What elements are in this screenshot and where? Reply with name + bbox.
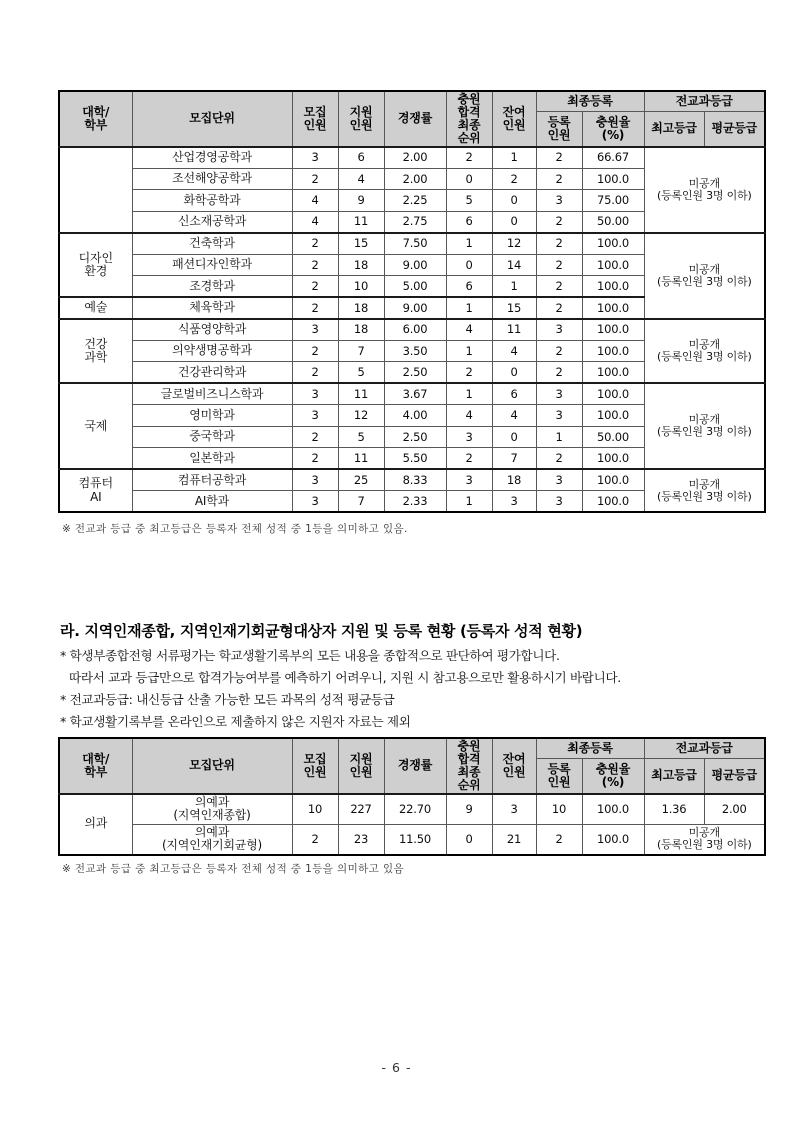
undisclosed-title: 미공개 xyxy=(688,176,720,190)
cell-unit: 화학공학과 xyxy=(132,190,292,212)
undisclosed-title: 미공개 xyxy=(688,825,720,839)
cell-unit: 식품영양학과 xyxy=(132,319,292,341)
cell-ratio: 6.00 xyxy=(384,319,446,341)
undisclosed-reason: (등록인원 3명 이하) xyxy=(656,188,752,202)
header-college: 대학/ 학부 xyxy=(59,91,132,147)
cell-unit: 의예과 (지역인재종합) xyxy=(132,794,292,824)
cell-college: 국제 xyxy=(59,383,132,469)
header-applicants: 지원 인원 xyxy=(338,738,384,794)
cell-quota: 3 xyxy=(292,405,338,427)
cell-reg-count: 10 xyxy=(536,794,582,824)
cell-unit: 의약생명공학과 xyxy=(132,340,292,362)
header-quota: 모집 인원 xyxy=(292,738,338,794)
header-final-registration: 최종등록 xyxy=(536,738,644,758)
cell-fill-rate: 100.0 xyxy=(582,254,644,276)
cell-reg-count: 2 xyxy=(536,211,582,233)
cell-reg-count: 2 xyxy=(536,233,582,255)
cell-quota: 2 xyxy=(292,254,338,276)
cell-unit: 영미학과 xyxy=(132,405,292,427)
cell-remaining: 1 xyxy=(492,276,536,298)
cell-quota: 2 xyxy=(292,824,338,854)
cell-reg-count: 3 xyxy=(536,190,582,212)
cell-ratio: 8.33 xyxy=(384,469,446,491)
cell-remaining: 2 xyxy=(492,168,536,190)
cell-applicants: 11 xyxy=(338,448,384,470)
cell-waitlist-rank: 0 xyxy=(446,168,492,190)
cell-unit: 체육학과 xyxy=(132,297,292,319)
cell-quota: 2 xyxy=(292,276,338,298)
header-remaining: 잔여 인원 xyxy=(492,91,536,147)
admissions-table-1 xyxy=(58,90,766,513)
cell-fill-rate: 100.0 xyxy=(582,319,644,341)
cell-applicants: 18 xyxy=(338,297,384,319)
cell-unit: AI학과 xyxy=(132,491,292,513)
cell-fill-rate: 100.0 xyxy=(582,794,644,824)
cell-waitlist-rank: 1 xyxy=(446,383,492,405)
cell-quota: 10 xyxy=(292,794,338,824)
cell-unit: 신소재공학과 xyxy=(132,211,292,233)
header-reg-count: 등록 인원 xyxy=(536,758,582,793)
cell-waitlist-rank: 9 xyxy=(446,794,492,824)
cell-fill-rate: 100.0 xyxy=(582,824,644,854)
cell-reg-count: 2 xyxy=(536,362,582,384)
cell-remaining: 7 xyxy=(492,448,536,470)
cell-applicants: 6 xyxy=(338,147,384,169)
note-line: * 학생부종합전형 서류평가는 학교생활기록부의 모든 내용을 종합적으로 판단하여 평가합니다. xyxy=(60,648,560,663)
table-2-header xyxy=(59,738,765,794)
cell-waitlist-rank: 2 xyxy=(446,362,492,384)
cell-waitlist-rank: 3 xyxy=(446,469,492,491)
cell-remaining: 15 xyxy=(492,297,536,319)
cell-remaining: 3 xyxy=(492,491,536,513)
undisclosed-reason: (등록인원 3명 이하) xyxy=(656,489,752,503)
cell-reg-count: 2 xyxy=(536,340,582,362)
header-avg-grade: 평균등급 xyxy=(704,758,765,793)
undisclosed-reason: (등록인원 3명 이하) xyxy=(656,425,752,439)
section-heading: 라. 지역인재종합, 지역인재기회균형대상자 지원 및 등록 현황 (등록자 성적 현황) xyxy=(60,622,583,640)
cell-applicants: 18 xyxy=(338,319,384,341)
header-best-grade: 최고등급 xyxy=(644,111,704,146)
header-grades-group: 전교과등급 xyxy=(644,91,765,111)
table-row xyxy=(59,469,765,491)
cell-applicants: 25 xyxy=(338,469,384,491)
cell-remaining: 18 xyxy=(492,469,536,491)
cell-ratio: 2.50 xyxy=(384,426,446,448)
cell-waitlist-rank: 1 xyxy=(446,297,492,319)
header-ratio: 경쟁률 xyxy=(384,738,446,794)
cell-avg-grade: 2.00 xyxy=(704,794,765,824)
admissions-table-2 xyxy=(58,737,766,856)
cell-waitlist-rank: 6 xyxy=(446,276,492,298)
cell-fill-rate: 50.00 xyxy=(582,211,644,233)
cell-unit: 글로벌비즈니스학과 xyxy=(132,383,292,405)
cell-reg-count: 2 xyxy=(536,147,582,169)
undisclosed-title: 미공개 xyxy=(688,477,720,491)
cell-grades-undisclosed xyxy=(644,824,765,854)
table-2-footnote: ※ 전교과 등급 중 최고등급은 등록자 전체 성적 중 1등을 의미하고 있음 xyxy=(62,863,405,875)
cell-ratio: 3.67 xyxy=(384,383,446,405)
table-row xyxy=(59,794,765,824)
cell-remaining: 0 xyxy=(492,211,536,233)
cell-ratio: 2.00 xyxy=(384,168,446,190)
cell-remaining: 21 xyxy=(492,824,536,854)
cell-unit: 건축학과 xyxy=(132,233,292,255)
cell-quota: 2 xyxy=(292,168,338,190)
cell-remaining: 14 xyxy=(492,254,536,276)
note-line: 따라서 교과 등급만으로 합격가능여부를 예측하기 어려우니, 지원 시 참고용으로만 활용하시기 바랍니다. xyxy=(69,670,621,686)
cell-fill-rate: 100.0 xyxy=(582,405,644,427)
cell-quota: 4 xyxy=(292,190,338,212)
cell-remaining: 3 xyxy=(492,794,536,824)
header-quota: 모집 인원 xyxy=(292,91,338,147)
cell-reg-count: 2 xyxy=(536,254,582,276)
cell-unit: 건강관리학과 xyxy=(132,362,292,384)
cell-waitlist-rank: 2 xyxy=(446,147,492,169)
cell-waitlist-rank: 4 xyxy=(446,405,492,427)
cell-unit: 조선해양공학과 xyxy=(132,168,292,190)
cell-waitlist-rank: 4 xyxy=(446,319,492,341)
cell-applicants: 9 xyxy=(338,190,384,212)
cell-college: 건강 과학 xyxy=(59,319,132,384)
cell-ratio: 7.50 xyxy=(384,233,446,255)
cell-quota: 3 xyxy=(292,147,338,169)
cell-waitlist-rank: 2 xyxy=(446,448,492,470)
cell-ratio: 11.50 xyxy=(384,824,446,854)
cell-waitlist-rank: 0 xyxy=(446,824,492,854)
header-ratio: 경쟁률 xyxy=(384,91,446,147)
cell-college: 예술 xyxy=(59,297,132,319)
cell-ratio: 2.50 xyxy=(384,362,446,384)
cell-remaining: 11 xyxy=(492,319,536,341)
header-waitlist-rank: 충원 합격 최종 순위 xyxy=(446,91,492,147)
cell-fill-rate: 100.0 xyxy=(582,469,644,491)
undisclosed-title: 미공개 xyxy=(688,262,720,276)
cell-college: 디자인 환경 xyxy=(59,233,132,298)
cell-remaining: 0 xyxy=(492,190,536,212)
table-row xyxy=(59,824,765,854)
cell-applicants: 5 xyxy=(338,426,384,448)
header-final-registration: 최종등록 xyxy=(536,91,644,111)
cell-ratio: 2.00 xyxy=(384,147,446,169)
cell-grades-undisclosed xyxy=(644,147,765,233)
cell-quota: 4 xyxy=(292,211,338,233)
undisclosed-reason: (등록인원 3명 이하) xyxy=(656,274,752,288)
cell-reg-count: 3 xyxy=(536,383,582,405)
cell-grades-undisclosed xyxy=(644,319,765,384)
cell-waitlist-rank: 0 xyxy=(446,254,492,276)
cell-reg-count: 2 xyxy=(536,448,582,470)
cell-quota: 2 xyxy=(292,448,338,470)
cell-remaining: 6 xyxy=(492,383,536,405)
cell-fill-rate: 66.67 xyxy=(582,147,644,169)
note-line: * 전교과등급: 내신등급 산출 가능한 모든 과목의 성적 평균등급 xyxy=(60,692,395,708)
admissions-table-2-wrapper xyxy=(58,737,764,856)
cell-ratio: 3.50 xyxy=(384,340,446,362)
page-number: - 6 - xyxy=(381,1060,412,1075)
cell-grades-undisclosed xyxy=(644,383,765,469)
undisclosed-reason: (등록인원 3명 이하) xyxy=(656,838,752,852)
cell-grades-undisclosed xyxy=(644,469,765,512)
cell-reg-count: 3 xyxy=(536,491,582,513)
header-fill-rate: 충원율 (%) xyxy=(582,758,644,793)
cell-reg-count: 1 xyxy=(536,426,582,448)
header-grades-group: 전교과등급 xyxy=(644,738,765,758)
cell-fill-rate: 100.0 xyxy=(582,383,644,405)
cell-ratio: 9.00 xyxy=(384,254,446,276)
note-line: * 학교생활기록부를 온라인으로 제출하지 않은 지원자 자료는 제외 xyxy=(60,714,411,730)
header-unit: 모집단위 xyxy=(132,91,292,147)
cell-fill-rate: 100.0 xyxy=(582,340,644,362)
cell-fill-rate: 100.0 xyxy=(582,233,644,255)
cell-applicants: 15 xyxy=(338,233,384,255)
cell-reg-count: 2 xyxy=(536,168,582,190)
cell-ratio: 2.75 xyxy=(384,211,446,233)
cell-quota: 2 xyxy=(292,233,338,255)
cell-ratio: 5.50 xyxy=(384,448,446,470)
cell-fill-rate: 100.0 xyxy=(582,276,644,298)
cell-grades-undisclosed xyxy=(644,233,765,319)
cell-reg-count: 2 xyxy=(536,276,582,298)
cell-unit: 산업경영공학과 xyxy=(132,147,292,169)
cell-remaining: 0 xyxy=(492,362,536,384)
cell-quota: 2 xyxy=(292,297,338,319)
cell-fill-rate: 100.0 xyxy=(582,491,644,513)
table-row xyxy=(59,383,765,405)
cell-applicants: 12 xyxy=(338,405,384,427)
header-remaining: 잔여 인원 xyxy=(492,738,536,794)
cell-waitlist-rank: 1 xyxy=(446,340,492,362)
cell-college: 컴퓨터 AI xyxy=(59,469,132,512)
table-1-body xyxy=(59,147,765,513)
cell-applicants: 7 xyxy=(338,340,384,362)
cell-reg-count: 2 xyxy=(536,824,582,854)
undisclosed-reason: (등록인원 3명 이하) xyxy=(656,350,752,364)
cell-unit: 의예과 (지역인재기회균형) xyxy=(132,824,292,854)
table-1-header xyxy=(59,91,765,147)
cell-fill-rate: 100.0 xyxy=(582,362,644,384)
table-row xyxy=(59,319,765,341)
cell-quota: 2 xyxy=(292,340,338,362)
cell-applicants: 18 xyxy=(338,254,384,276)
header-best-grade: 최고등급 xyxy=(644,758,704,793)
cell-unit: 중국학과 xyxy=(132,426,292,448)
cell-reg-count: 2 xyxy=(536,297,582,319)
cell-applicants: 4 xyxy=(338,168,384,190)
header-fill-rate: 충원율 (%) xyxy=(582,111,644,146)
cell-quota: 3 xyxy=(292,491,338,513)
cell-fill-rate: 100.0 xyxy=(582,448,644,470)
cell-best-grade: 1.36 xyxy=(644,794,704,824)
cell-ratio: 5.00 xyxy=(384,276,446,298)
header-college: 대학/ 학부 xyxy=(59,738,132,794)
cell-applicants: 227 xyxy=(338,794,384,824)
cell-fill-rate: 50.00 xyxy=(582,426,644,448)
cell-waitlist-rank: 1 xyxy=(446,491,492,513)
header-reg-count: 등록 인원 xyxy=(536,111,582,146)
cell-remaining: 0 xyxy=(492,426,536,448)
cell-quota: 3 xyxy=(292,469,338,491)
cell-waitlist-rank: 6 xyxy=(446,211,492,233)
undisclosed-title: 미공개 xyxy=(688,413,720,426)
cell-quota: 3 xyxy=(292,383,338,405)
cell-remaining: 12 xyxy=(492,233,536,255)
section-notes xyxy=(60,648,760,736)
cell-reg-count: 3 xyxy=(536,405,582,427)
header-applicants: 지원 인원 xyxy=(338,91,384,147)
cell-remaining: 1 xyxy=(492,147,536,169)
header-waitlist-rank: 충원 합격 최종 순위 xyxy=(446,738,492,794)
cell-unit: 조경학과 xyxy=(132,276,292,298)
cell-applicants: 7 xyxy=(338,491,384,513)
cell-waitlist-rank: 5 xyxy=(446,190,492,212)
table-row xyxy=(59,147,765,169)
cell-reg-count: 3 xyxy=(536,319,582,341)
cell-applicants: 23 xyxy=(338,824,384,854)
cell-college xyxy=(59,147,132,233)
header-avg-grade: 평균등급 xyxy=(704,111,765,146)
admissions-table-1-wrapper xyxy=(58,90,764,513)
cell-remaining: 4 xyxy=(492,405,536,427)
cell-applicants: 10 xyxy=(338,276,384,298)
cell-ratio: 9.00 xyxy=(384,297,446,319)
cell-ratio: 22.70 xyxy=(384,794,446,824)
table-1-footnote: ※ 전교과 등급 중 최고등급은 등록자 전체 성적 중 1등을 의미하고 있음. xyxy=(62,523,408,535)
cell-quota: 2 xyxy=(292,426,338,448)
cell-fill-rate: 100.0 xyxy=(582,168,644,190)
cell-unit: 패션디자인학과 xyxy=(132,254,292,276)
cell-ratio: 2.25 xyxy=(384,190,446,212)
cell-reg-count: 3 xyxy=(536,469,582,491)
cell-ratio: 4.00 xyxy=(384,405,446,427)
cell-waitlist-rank: 3 xyxy=(446,426,492,448)
cell-unit: 컴퓨터공학과 xyxy=(132,469,292,491)
cell-fill-rate: 100.0 xyxy=(582,297,644,319)
cell-unit: 일본학과 xyxy=(132,448,292,470)
header-unit: 모집단위 xyxy=(132,738,292,794)
cell-applicants: 11 xyxy=(338,211,384,233)
cell-applicants: 11 xyxy=(338,383,384,405)
cell-quota: 3 xyxy=(292,319,338,341)
cell-ratio: 2.33 xyxy=(384,491,446,513)
cell-fill-rate: 75.00 xyxy=(582,190,644,212)
cell-college: 의과 xyxy=(59,794,132,855)
cell-remaining: 4 xyxy=(492,340,536,362)
undisclosed-title: 미공개 xyxy=(688,337,720,351)
table-2-body xyxy=(59,794,765,855)
cell-applicants: 5 xyxy=(338,362,384,384)
cell-waitlist-rank: 1 xyxy=(446,233,492,255)
table-row xyxy=(59,233,765,255)
cell-quota: 2 xyxy=(292,362,338,384)
